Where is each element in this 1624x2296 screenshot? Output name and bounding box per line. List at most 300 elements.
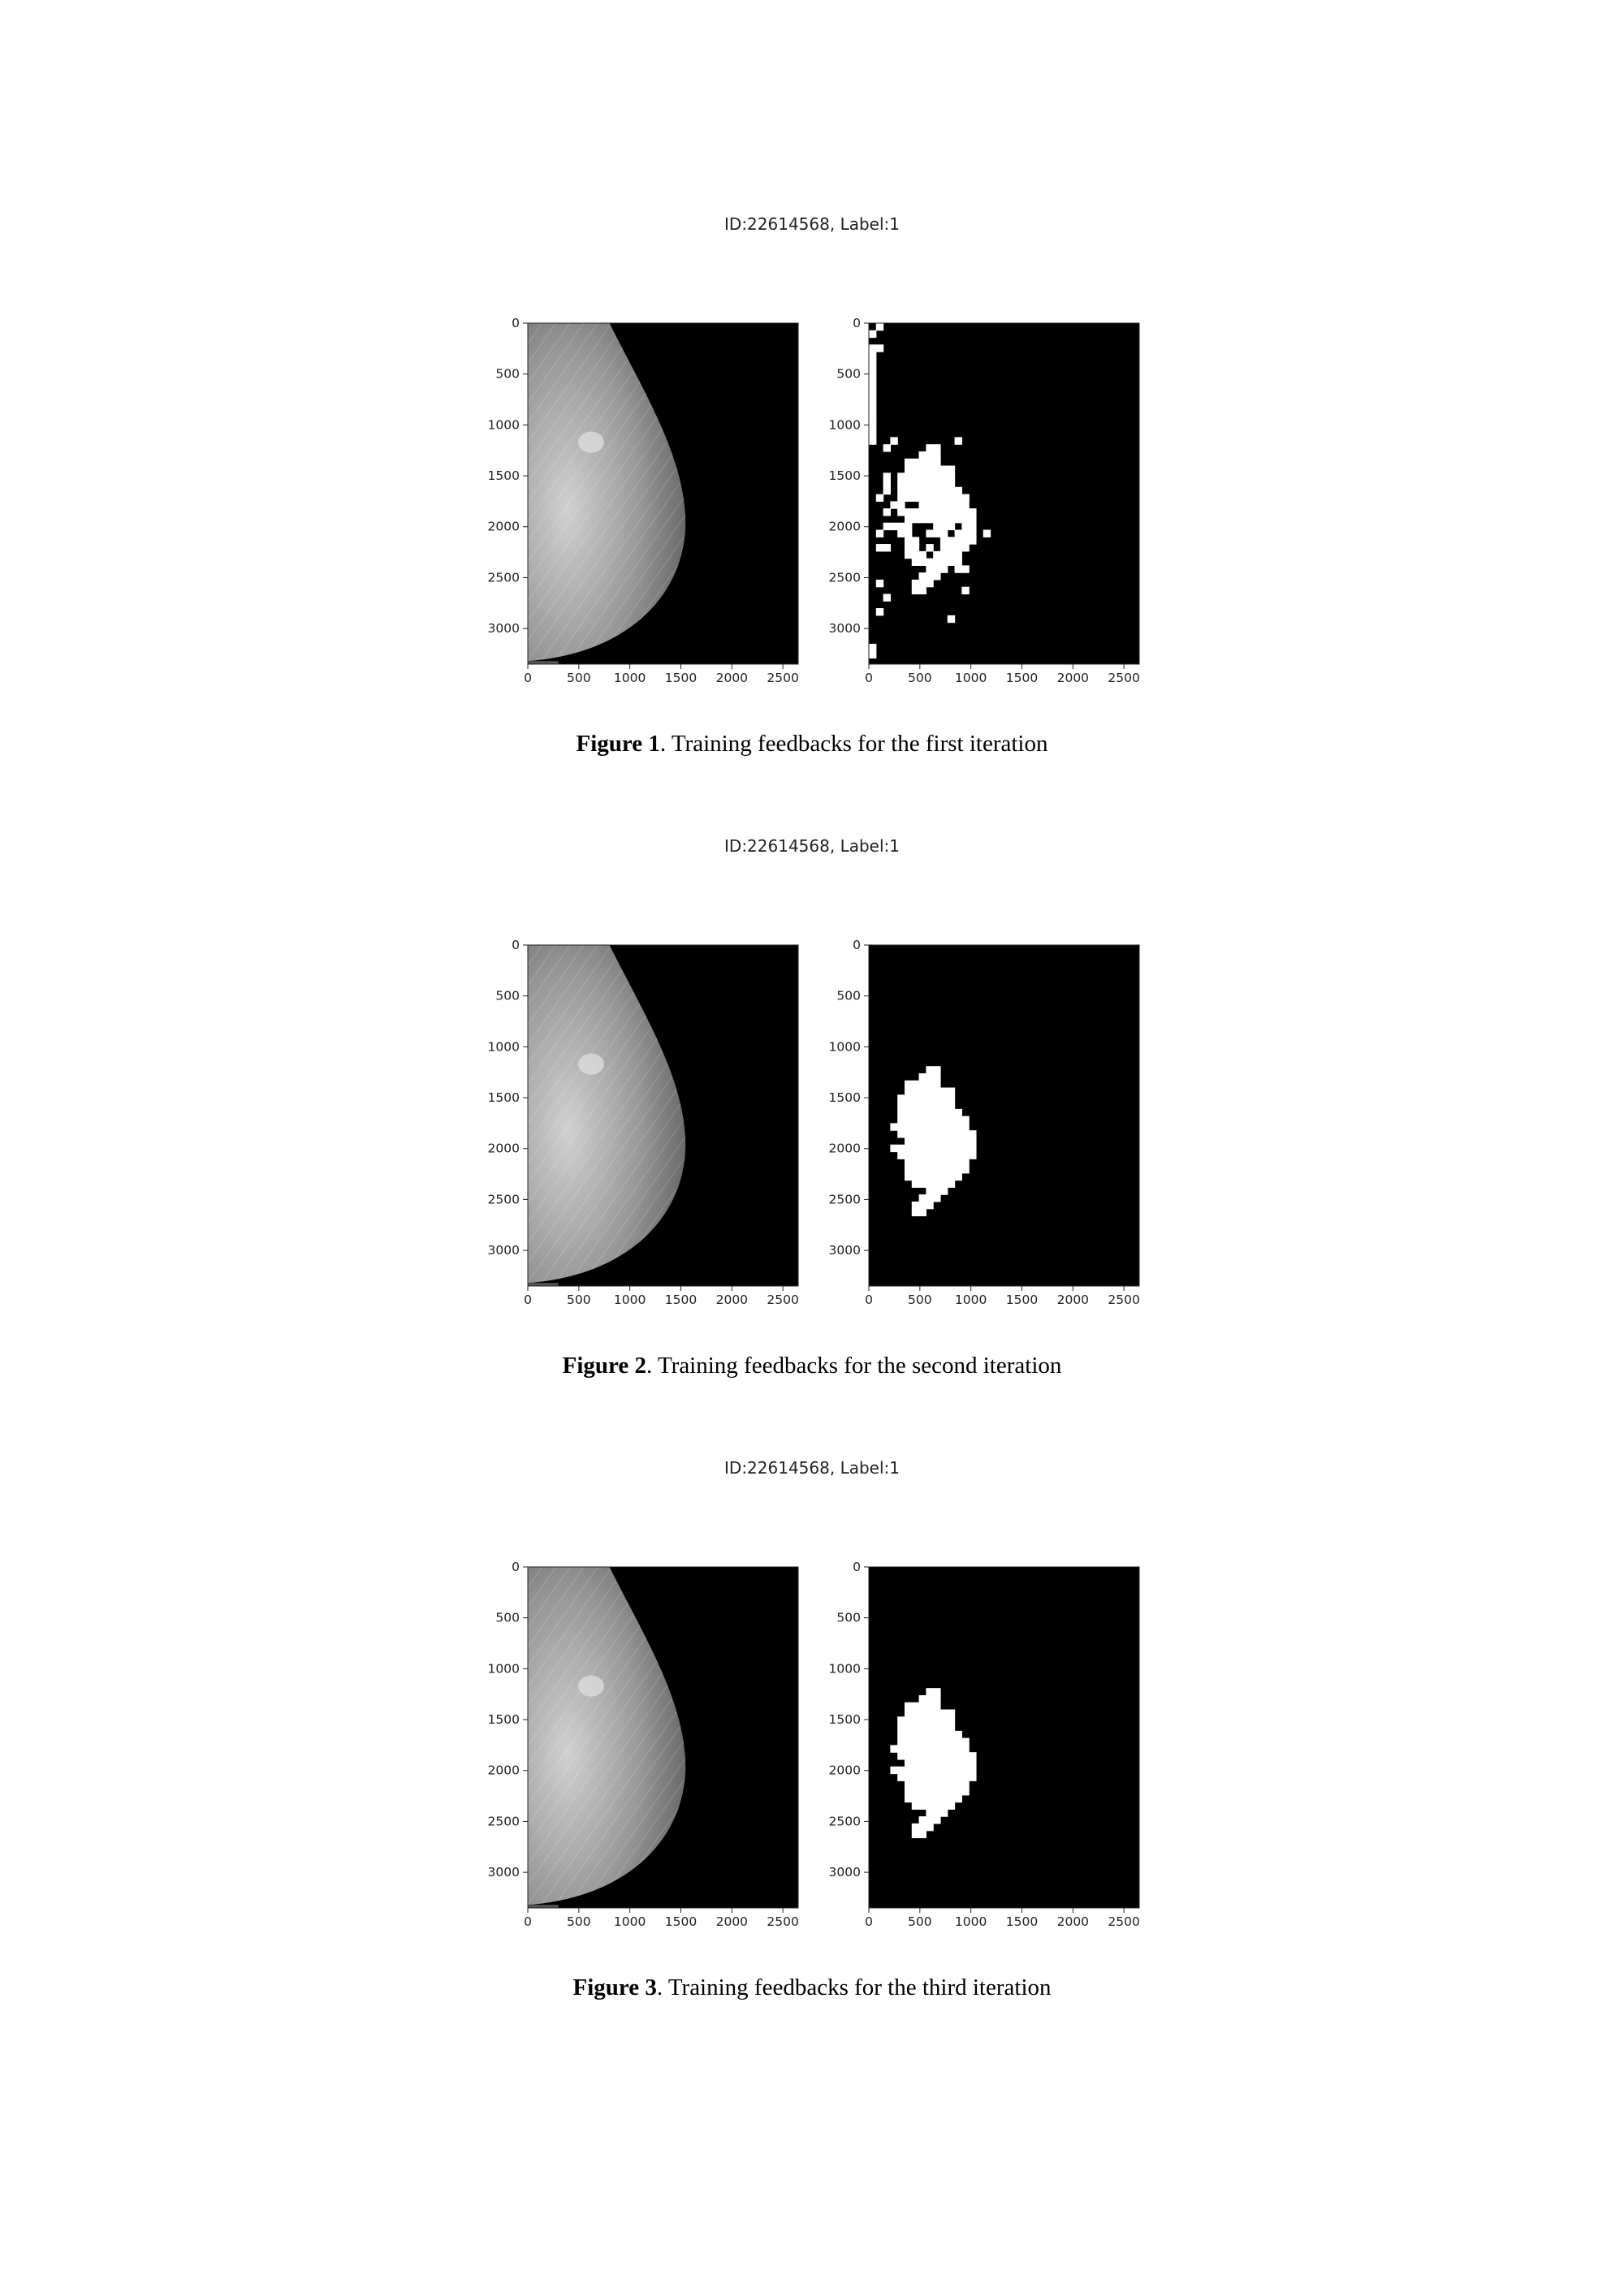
mammogram-y-tick-label: 3000 — [487, 1243, 520, 1258]
mask-cell — [940, 480, 948, 487]
mask-cell — [948, 1788, 955, 1795]
mammogram-y-tick-label: 3000 — [487, 621, 520, 637]
mask-cell — [897, 1116, 905, 1124]
mask-cell — [912, 537, 919, 544]
mask-cell — [905, 1152, 912, 1159]
mask-cell — [926, 530, 933, 537]
mask-cell — [905, 1774, 912, 1781]
mask-cell — [955, 1752, 962, 1759]
mask-cell — [940, 1731, 948, 1738]
mask-cell — [969, 530, 976, 537]
mask-cell — [926, 1767, 933, 1774]
mask-cell — [869, 402, 876, 409]
figure-1-caption-number: Figure 1 — [576, 731, 660, 757]
mask-cell — [919, 487, 926, 494]
mask-cell — [919, 587, 926, 594]
mammogram-x-tick-label: 1000 — [613, 1293, 646, 1307]
mask-cell — [919, 1823, 926, 1831]
mask-cell — [919, 1194, 926, 1202]
mask-cell — [912, 1774, 919, 1781]
mask-cell — [905, 551, 912, 559]
mask-cell — [912, 1724, 919, 1731]
mask-cell — [955, 1767, 962, 1774]
mask-cell — [969, 523, 976, 530]
mask-cell — [948, 1137, 955, 1145]
mask-cell — [912, 1795, 919, 1802]
mask-cell — [940, 1759, 948, 1767]
mammogram-x-tick-label: 2000 — [715, 1293, 749, 1307]
mask-cell — [983, 530, 991, 537]
mask-cell — [940, 559, 948, 566]
mask-cell — [955, 1109, 962, 1116]
mammogram-y-tick-label: 2500 — [487, 570, 520, 585]
mask-cell — [897, 494, 905, 502]
mask-x-tick-label: 0 — [865, 1293, 873, 1307]
mask-cell — [876, 323, 883, 330]
mask-cell — [905, 1780, 912, 1788]
figure-3-mammogram-panel — [487, 1560, 812, 1944]
mask-cell — [948, 1145, 955, 1152]
mask-cell — [940, 487, 948, 494]
mask-cell — [955, 1745, 962, 1752]
mask-cell — [940, 1152, 948, 1159]
mask-cell — [933, 487, 940, 494]
mask-cell — [919, 459, 926, 466]
mask-cell — [948, 1109, 955, 1116]
mask-cell — [961, 1116, 969, 1124]
mammogram-y-tick-label: 0 — [512, 938, 520, 952]
mammogram-y-tick-label: 500 — [495, 366, 520, 382]
mask-cell — [883, 593, 891, 601]
mask-cell — [948, 1088, 955, 1095]
mask-cell — [919, 1752, 926, 1759]
mask-cell — [919, 1759, 926, 1767]
mask-cell — [933, 1145, 940, 1152]
mammogram-y-tick-label: 2500 — [487, 1814, 520, 1829]
mask-cell — [940, 1724, 948, 1731]
mask-cell — [948, 516, 955, 523]
mask-cell — [912, 1088, 919, 1095]
mask-cell — [876, 608, 883, 615]
mask-cell — [948, 1731, 955, 1738]
mask-cell — [876, 494, 883, 502]
mask-cell — [948, 1745, 955, 1752]
mask-cell — [905, 523, 912, 530]
mask-cell — [905, 480, 912, 487]
mask-cell — [940, 1809, 948, 1816]
mask-cell — [919, 1780, 926, 1788]
mask-cell — [955, 1137, 962, 1145]
mask-cell — [869, 437, 876, 444]
mask-cell — [919, 1716, 926, 1724]
mask-cell — [897, 1738, 905, 1746]
mask-cell — [940, 551, 948, 559]
mask-cell — [948, 1767, 955, 1774]
mask-cell — [926, 544, 933, 551]
mask-cell — [897, 523, 905, 530]
mask-cell — [919, 559, 926, 566]
mask-cell — [933, 1073, 940, 1081]
mask-cell — [933, 444, 940, 451]
mammogram-image — [487, 316, 812, 701]
mask-cell — [905, 516, 912, 523]
mammogram-y-tick-label: 500 — [495, 1610, 520, 1625]
mask-cell — [919, 1109, 926, 1116]
mask-cell — [883, 523, 891, 530]
mask-cell — [940, 544, 948, 551]
mask-cell — [897, 530, 905, 537]
mask-cell — [869, 373, 876, 380]
mask-cell — [940, 516, 948, 523]
mask-cell — [919, 501, 926, 508]
mask-cell — [926, 1823, 933, 1831]
mask-cell — [969, 1752, 976, 1759]
mask-cell — [926, 1688, 933, 1695]
mask-cell — [912, 1109, 919, 1116]
mask-cell — [940, 1137, 948, 1145]
mask-y-tick-label: 2000 — [828, 519, 861, 534]
mask-cell — [912, 1202, 919, 1209]
mask-cell — [905, 1752, 912, 1759]
mammogram-image — [487, 938, 812, 1323]
mask-cell — [948, 494, 955, 502]
mask-cell — [933, 480, 940, 487]
mammogram-x-tick-label: 0 — [524, 1914, 532, 1929]
mask-cell — [912, 1159, 919, 1166]
figure-1-mammogram-panel — [487, 316, 812, 701]
mask-cell — [955, 1780, 962, 1788]
lesion-mass — [578, 1676, 604, 1697]
mask-cell — [919, 1159, 926, 1166]
mask-cell — [955, 559, 962, 566]
mask-cell — [897, 1774, 905, 1781]
mask-cell — [933, 1716, 940, 1724]
mask-cell — [919, 494, 926, 502]
mask-cell — [905, 1767, 912, 1774]
mask-cell — [940, 466, 948, 473]
mammogram-x-tick-label: 1000 — [613, 1914, 646, 1929]
mask-cell — [897, 1102, 905, 1109]
mask-x-tick-label: 2500 — [1108, 671, 1140, 685]
mask-cell — [926, 1116, 933, 1124]
mask-cell — [940, 1145, 948, 1152]
mask-cell — [912, 1173, 919, 1180]
mask-cell — [897, 1731, 905, 1738]
mask-cell — [933, 523, 940, 530]
mask-cell — [926, 1094, 933, 1102]
mask-cell — [948, 1802, 955, 1810]
mask-cell — [869, 344, 876, 352]
mask-cell — [933, 1738, 940, 1746]
lesion-mass — [578, 1054, 604, 1075]
segmentation-mask — [812, 938, 1153, 1323]
mask-cell — [926, 1774, 933, 1781]
mask-cell — [948, 559, 955, 566]
mask-cell — [948, 473, 955, 480]
mask-cell — [940, 1166, 948, 1173]
mask-cell — [933, 501, 940, 508]
mask-cell — [933, 559, 940, 566]
mask-cell — [933, 494, 940, 502]
mask-cell — [926, 1145, 933, 1152]
mammogram-x-tick-label: 500 — [567, 1914, 591, 1929]
mask-cell — [969, 1152, 976, 1159]
mask-cell — [933, 1116, 940, 1124]
mask-cell — [919, 1130, 926, 1137]
mammogram-y-tick-label: 2000 — [487, 1763, 520, 1778]
mask-y-tick-label: 2500 — [828, 1192, 861, 1207]
mask-cell — [948, 1710, 955, 1717]
mask-cell — [919, 1774, 926, 1781]
mask-cell — [948, 1180, 955, 1188]
mask-cell — [961, 1123, 969, 1130]
mask-cell — [933, 1123, 940, 1130]
mask-cell — [926, 1202, 933, 1209]
mask-cell — [955, 1166, 962, 1173]
mask-cell — [919, 1166, 926, 1173]
mask-cell — [933, 1173, 940, 1180]
mask-cell — [897, 1724, 905, 1731]
mask-cell — [876, 544, 883, 551]
mask-cell — [890, 1767, 897, 1774]
mask-cell — [955, 437, 962, 444]
mammogram-y-tick-label: 1500 — [487, 1090, 520, 1106]
mask-y-tick-label: 1500 — [828, 468, 861, 484]
mask-cell — [897, 1752, 905, 1759]
mask-cell — [955, 537, 962, 544]
mask-cell — [919, 516, 926, 523]
mask-cell — [869, 408, 876, 416]
mask-cell — [955, 551, 962, 559]
mask-cell — [912, 516, 919, 523]
mask-cell — [933, 1759, 940, 1767]
mask-cell — [912, 1802, 919, 1810]
mammogram-x-tick-label: 2000 — [715, 671, 749, 685]
mask-cell — [919, 580, 926, 587]
mask-cell — [933, 1767, 940, 1774]
mask-cell — [926, 1780, 933, 1788]
mask-cell — [912, 1166, 919, 1173]
mask-cell — [912, 1081, 919, 1088]
mask-cell — [940, 1802, 948, 1810]
mask-cell — [940, 1738, 948, 1746]
mammogram-x-tick-label: 0 — [524, 671, 532, 685]
mask-cell — [926, 494, 933, 502]
mask-cell — [912, 1767, 919, 1774]
mask-cell — [912, 1137, 919, 1145]
mask-cell — [933, 508, 940, 516]
mask-cell — [955, 501, 962, 508]
mask-cell — [905, 487, 912, 494]
mask-cell — [926, 565, 933, 572]
mask-cell — [905, 544, 912, 551]
mask-cell — [926, 480, 933, 487]
mask-cell — [948, 1759, 955, 1767]
mask-cell — [933, 530, 940, 537]
mask-cell — [955, 1152, 962, 1159]
mask-cell — [869, 359, 876, 366]
mask-cell — [919, 1202, 926, 1209]
mask-y-tick-label: 0 — [853, 938, 861, 952]
mammogram-x-tick-label: 1000 — [613, 671, 646, 685]
mask-cell — [926, 1152, 933, 1159]
mask-cell — [912, 487, 919, 494]
mask-cell — [933, 1780, 940, 1788]
mask-cell — [919, 1767, 926, 1774]
mammogram-x-tick-label: 500 — [567, 1293, 591, 1307]
mask-cell — [919, 1795, 926, 1802]
mask-cell — [969, 1130, 976, 1137]
mask-cell — [890, 523, 897, 530]
mask-cell — [912, 1752, 919, 1759]
mask-cell — [926, 1752, 933, 1759]
mask-cell — [926, 572, 933, 580]
mask-x-tick-label: 2500 — [1108, 1293, 1140, 1307]
mammogram-x-tick-label: 2000 — [715, 1914, 749, 1929]
mask-cell — [869, 395, 876, 402]
mask-cell — [869, 366, 876, 373]
mask-cell — [961, 1774, 969, 1781]
mask-cell — [933, 1180, 940, 1188]
mask-cell — [933, 1774, 940, 1781]
mask-cell — [955, 1123, 962, 1130]
mask-cell — [926, 1716, 933, 1724]
mask-cell — [926, 1724, 933, 1731]
mask-cell — [948, 1159, 955, 1166]
mammogram-x-tick-label: 2500 — [767, 671, 799, 685]
mammogram-y-tick-label: 1500 — [487, 468, 520, 484]
mask-cell — [940, 523, 948, 530]
mask-cell — [933, 1066, 940, 1073]
mask-cell — [912, 1180, 919, 1188]
mask-cell — [940, 1788, 948, 1795]
mask-cell — [948, 501, 955, 508]
mask-cell — [961, 1752, 969, 1759]
mask-cell — [897, 1152, 905, 1159]
mask-cell — [912, 508, 919, 516]
mask-cell — [969, 1767, 976, 1774]
mask-cell — [948, 1094, 955, 1102]
mammogram-y-tick-label: 1000 — [487, 417, 520, 433]
mask-cell — [912, 544, 919, 551]
mask-cell — [912, 1716, 919, 1724]
mask-cell — [897, 1109, 905, 1116]
mask-cell — [933, 1745, 940, 1752]
mask-cell — [919, 1088, 926, 1095]
mask-cell — [926, 501, 933, 508]
figure-2-mask-panel — [812, 938, 1153, 1323]
mask-x-tick-label: 500 — [908, 671, 932, 685]
mask-cell — [897, 1123, 905, 1130]
mask-cell — [961, 537, 969, 544]
mask-cell — [919, 1173, 926, 1180]
image-edge-strip — [528, 661, 559, 664]
mask-cell — [926, 516, 933, 523]
mask-y-tick-label: 500 — [836, 1610, 861, 1625]
mask-cell — [926, 559, 933, 566]
mask-cell — [905, 1123, 912, 1130]
mask-cell — [933, 1703, 940, 1710]
mask-cell — [926, 1795, 933, 1802]
mask-cell — [905, 1116, 912, 1124]
mask-cell — [933, 451, 940, 459]
mask-cell — [912, 1130, 919, 1137]
figure-2-caption-text: . Training feedbacks for the second iteration — [646, 1353, 1062, 1379]
mammogram-y-tick-label: 0 — [512, 1560, 520, 1574]
mask-cell — [912, 473, 919, 480]
mask-cell — [948, 1123, 955, 1130]
mask-cell — [926, 580, 933, 587]
mask-cell — [948, 480, 955, 487]
mask-cell — [933, 1081, 940, 1088]
mask-cell — [905, 1173, 912, 1180]
mask-cell — [919, 1137, 926, 1145]
mask-cell — [961, 1159, 969, 1166]
mask-cell — [961, 1166, 969, 1173]
mask-cell — [933, 1788, 940, 1795]
mask-cell — [926, 1081, 933, 1088]
mask-cell — [926, 451, 933, 459]
mask-cell — [933, 1710, 940, 1717]
mask-cell — [890, 1145, 897, 1152]
mask-cell — [961, 1137, 969, 1145]
mask-cell — [933, 1688, 940, 1695]
mask-cell — [926, 1695, 933, 1703]
mask-x-tick-label: 2000 — [1056, 671, 1090, 685]
segmentation-mask — [812, 316, 1153, 701]
mask-x-tick-label: 1000 — [954, 1914, 987, 1929]
mask-cell — [933, 1802, 940, 1810]
mask-cell — [905, 1788, 912, 1795]
mask-cell — [940, 1088, 948, 1095]
mammogram-y-tick-label: 3000 — [487, 1865, 520, 1880]
mask-cell — [961, 1145, 969, 1152]
mask-cell — [926, 466, 933, 473]
mask-cell — [912, 494, 919, 502]
mask-cell — [961, 1152, 969, 1159]
mask-x-tick-label: 1000 — [954, 1293, 987, 1307]
mask-cell — [955, 1116, 962, 1124]
mask-cell — [912, 1145, 919, 1152]
mammogram-y-tick-label: 2500 — [487, 1192, 520, 1207]
mask-cell — [912, 1102, 919, 1109]
mask-cell — [897, 1130, 905, 1137]
mask-cell — [926, 1137, 933, 1145]
mask-cell — [905, 1137, 912, 1145]
mask-cell — [933, 1731, 940, 1738]
mask-cell — [912, 1703, 919, 1710]
mask-cell — [926, 508, 933, 516]
mask-y-tick-label: 0 — [853, 1560, 861, 1574]
mammogram-x-tick-label: 1500 — [664, 1293, 698, 1307]
mask-cell — [905, 1081, 912, 1088]
mammogram-y-tick-label: 500 — [495, 988, 520, 1003]
mask-cell — [912, 559, 919, 566]
mask-cell — [926, 1703, 933, 1710]
mask-cell — [940, 1745, 948, 1752]
mask-cell — [955, 1159, 962, 1166]
mask-cell — [926, 1731, 933, 1738]
mask-cell — [905, 1109, 912, 1116]
mask-cell — [940, 1752, 948, 1759]
mask-cell — [905, 1703, 912, 1710]
mask-cell — [919, 1180, 926, 1188]
mask-cell — [961, 1130, 969, 1137]
mask-y-tick-label: 1000 — [828, 1661, 861, 1677]
mask-cell — [933, 1809, 940, 1816]
mask-x-tick-label: 500 — [908, 1293, 932, 1307]
mask-cell — [912, 1759, 919, 1767]
